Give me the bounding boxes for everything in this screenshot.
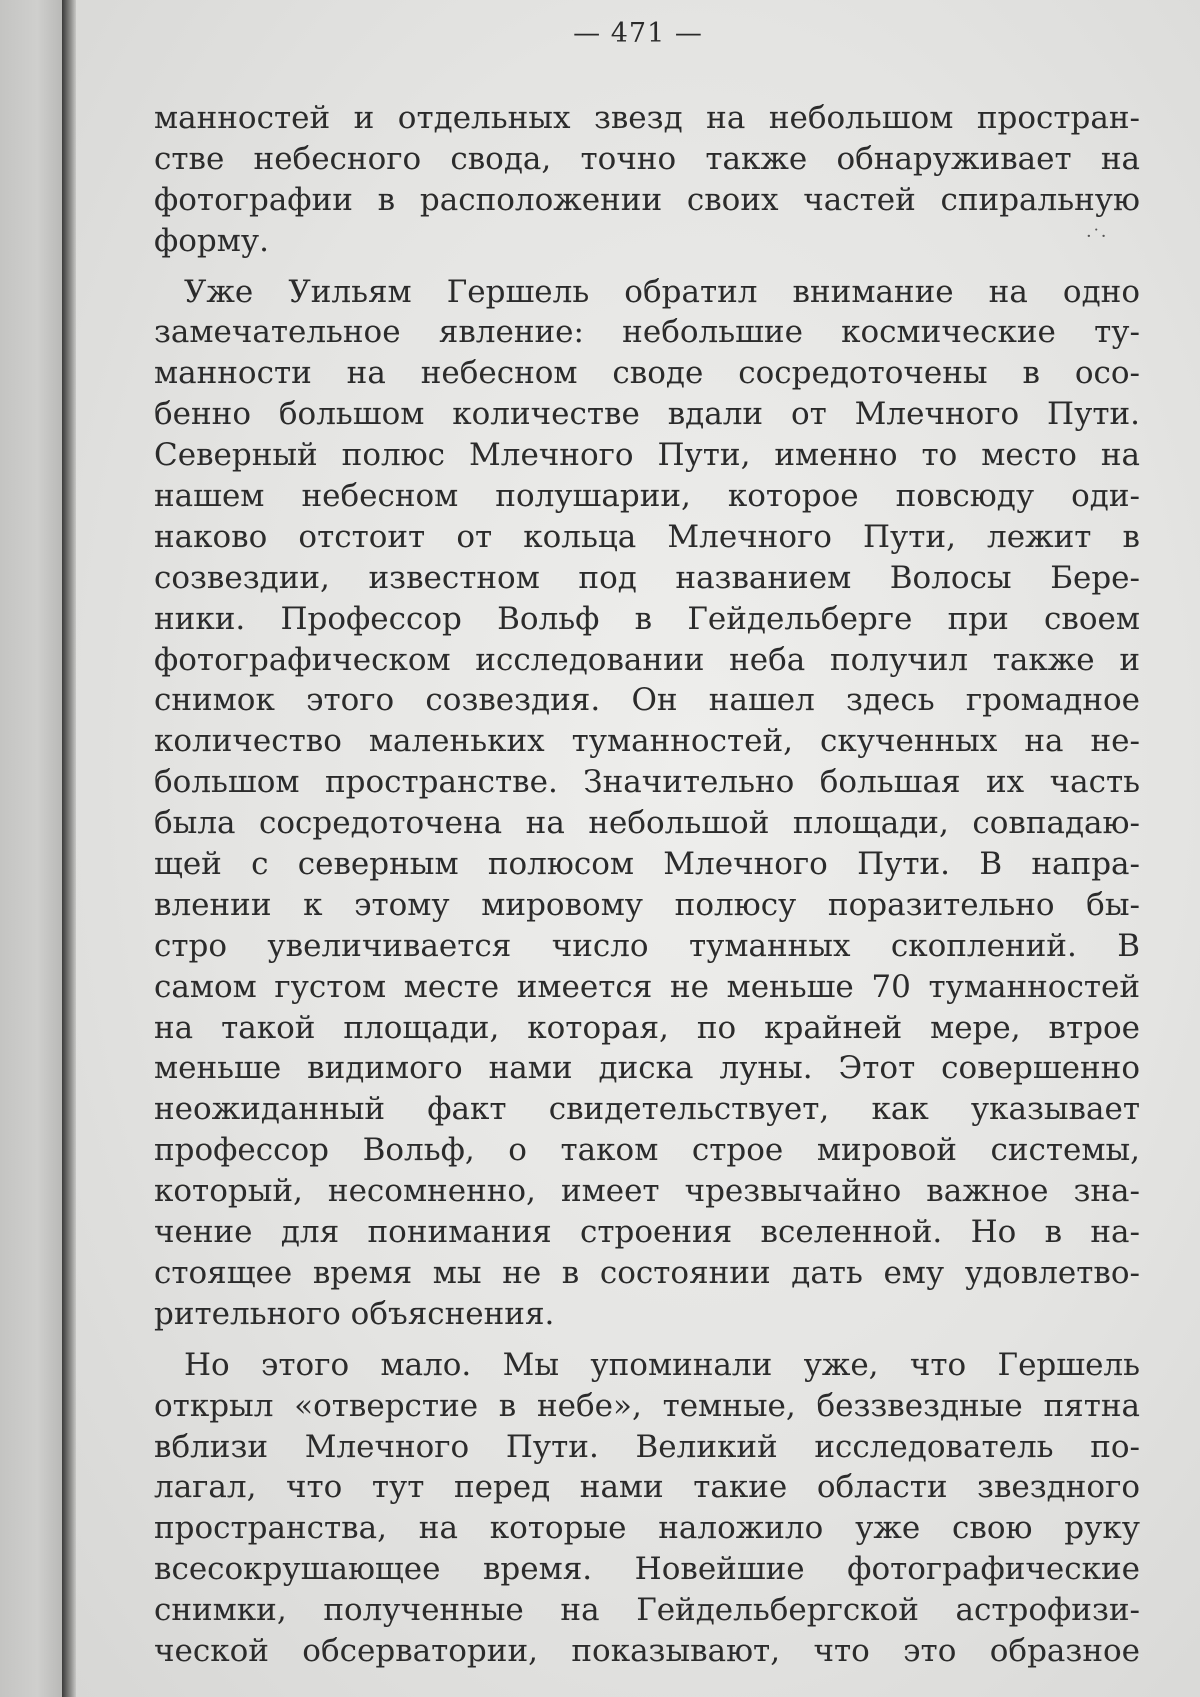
text-line: бенно большом количестве вдали от Млечного Пути.	[154, 396, 1140, 433]
paragraph-gap	[154, 262, 1140, 272]
text-line: неожиданный факт свидетельствует, как указывает	[154, 1091, 1140, 1128]
book-gutter	[62, 0, 76, 1697]
text-line: Северный полюс Млечного Пути, именно то место на	[154, 437, 1140, 474]
text-line: снимок этого созвездия. Он нашел здесь громадное	[154, 682, 1140, 719]
text-line: замечательное явление: небольшие космические ту-	[154, 314, 1140, 351]
ink-speck: ·˙·	[1086, 226, 1107, 247]
text-line: стоящее время мы не в состоянии дать ему удовлетво-	[154, 1254, 1140, 1291]
text-line: стве небесного свода, точно также обнаруживает на	[154, 140, 1140, 177]
text-line: снимки, полученные на Гейдельбергской астрофизи-	[154, 1592, 1140, 1629]
text-line: большом пространстве. Значительно большая их часть	[154, 764, 1140, 801]
text-line: пространства, на которые наложило уже свою руку	[154, 1510, 1140, 1547]
text-line: ники. Профессор Вольф в Гейдельберге при своем	[154, 600, 1140, 637]
paragraph-gap	[154, 1335, 1140, 1345]
text-line: лагал, что тут перед нами такие области звездного	[154, 1469, 1140, 1506]
text-line: форму.	[154, 222, 269, 259]
text-line: Но этого мало. Мы упоминали уже, что Гершель	[184, 1346, 1140, 1383]
text-line: была сосредоточена на небольшой площади, совпадаю-	[154, 805, 1140, 842]
text-line: который, несомненно, имеет чрезвычайно важное зна-	[154, 1173, 1140, 1210]
text-line: наково отстоит от кольца Млечного Пути, лежит в	[154, 518, 1140, 555]
text-line: влении к этому мировому полюсу поразительно бы-	[154, 886, 1140, 923]
text-line: чение для понимания строения вселенной. Но в на-	[154, 1214, 1140, 1251]
text-line: меньше видимого нами диска луны. Этот совершенно	[154, 1050, 1140, 1087]
text-line: на такой площади, которая, по крайней мере, втрое	[154, 1009, 1140, 1046]
text-line: манностей и отдельных звезд на небольшом простран-	[154, 100, 1140, 136]
text-line: самом густом месте имеется не меньше 70 туманностей	[154, 968, 1140, 1005]
text-line: манности на небесном своде сосредоточены в осо-	[154, 355, 1140, 392]
page-number: — 471 —	[573, 18, 703, 49]
text-line: ческой обсерватории, показывают, что это образное	[154, 1632, 1140, 1669]
body-text	[154, 98, 1140, 1672]
text-line: фотографическом исследовании неба получил также и	[154, 641, 1140, 678]
text-line: количество маленьких туманностей, скученных на не-	[154, 723, 1140, 760]
text-line: открыл «отверстие в небе», темные, беззвездные пятна	[154, 1387, 1140, 1424]
text-line: щей с северным полюсом Млечного Пути. В напра-	[154, 846, 1140, 883]
text-line: профессор Вольф, о таком строе мировой системы,	[154, 1132, 1140, 1169]
facing-page-edge	[0, 0, 62, 1697]
text-line: нашем небесном полушарии, которое повсюду оди-	[154, 478, 1140, 515]
text-line: фотографии в расположении своих частей спиральную	[154, 181, 1140, 218]
book-page	[76, 0, 1200, 1697]
text-line: рительного объяснения.	[154, 1295, 555, 1332]
text-line: вблизи Млечного Пути. Великий исследователь по-	[154, 1428, 1140, 1465]
text-line: всесокрушающее время. Новейшие фотографические	[154, 1551, 1140, 1588]
text-line: стро увеличивается число туманных скоплений. В	[154, 927, 1140, 964]
text-line: Уже Уильям Гершель обратил внимание на одно	[184, 273, 1140, 310]
text-line: созвездии, известном под названием Волосы Бере-	[154, 559, 1140, 596]
